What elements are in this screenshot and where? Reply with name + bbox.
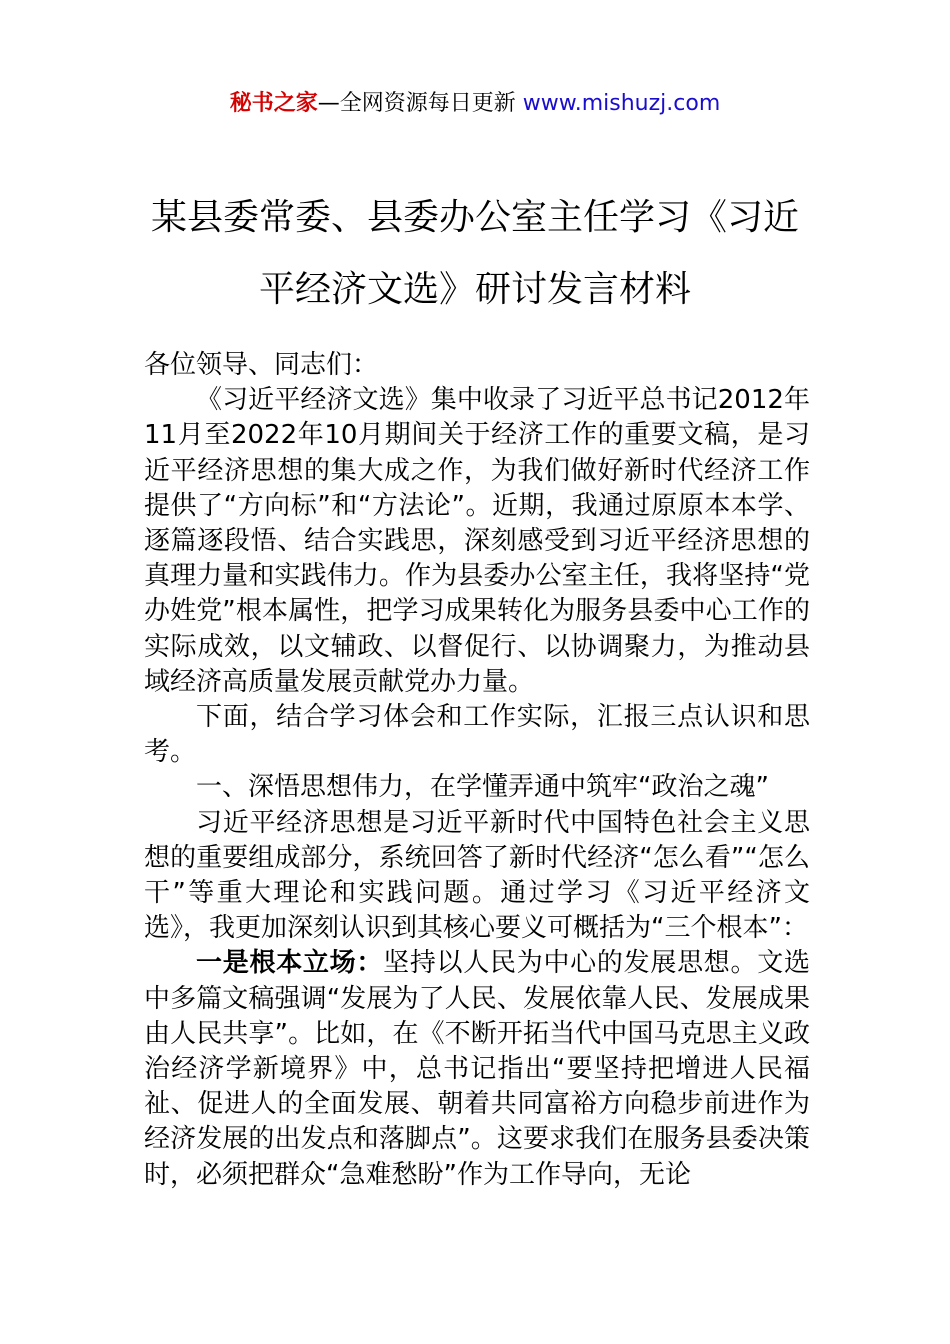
paragraph-intro: 《习近平经济文选》集中收录了习近平总书记2012年11月至2022年10月期间关于经济工作的重要文稿，是习近平经济思想的集大成之作，为我们做好新时代经济工作提供了“方向标”和“方法论”。近期，我通过原原本本学、逐篇逐段悟、结合实践思，深刻感受到习近平经济思想的真理力量和实践伟力。作为县委办公室主任，我将坚持“党办姓党”根本属性，把学习成果转化为服务县委中心工作的实际成效，以文辅政、以督促行、以协调聚力，为推动县域经济高质量发展贡献党办力量。 <box>144 385 810 697</box>
document-body <box>144 348 810 1193</box>
site-name: 秘书之家 <box>229 91 318 116</box>
title-line-2: 平经济文选》研讨发言材料 <box>258 269 691 310</box>
point-1-text: 坚持以人民为中心的发展思想。文选中多篇文稿强调“发展为了人民、发展依靠人民、发展成果由人民共享”。比如，在《不断开拓当代中国马克思主义政治经济学新境界》中，总书记指出“要坚持把增进人民福祉、促进人的全面发展、朝着共同富裕方向稳步前进作为经济发展的出发点和落脚点”。这要求我们在服务县委决策时，必须把群众“急难愁盼”作为工作导向，无论 <box>144 948 810 1190</box>
paragraph-section-1: 习近平经济思想是习近平新时代中国特色社会主义思想的重要组成部分，系统回答了新时代经济“怎么看”“怎么干”等重大理论和实践问题。通过学习《习近平经济文选》，我更加深刻认识到其核心要义可概括为“三个根本”： <box>144 807 810 944</box>
section-heading-1: 一、深悟思想伟力，在学懂弄通中筑牢“政治之魂” <box>196 772 769 803</box>
title-line-1: 某县委常委、县委办公室主任学习《习近 <box>150 197 799 238</box>
paragraph-outline: 下面，结合学习体会和工作实际，汇报三点认识和思考。 <box>144 702 810 768</box>
point-1-lead: 一是根本立场： <box>196 948 384 979</box>
document-title <box>120 182 830 326</box>
salutation: 各位领导、同志们： <box>144 350 379 380</box>
site-slogan: —全网资源每日更新 <box>317 91 523 116</box>
site-header <box>0 88 950 120</box>
site-url-link[interactable]: www.mishuzj.com <box>522 91 721 116</box>
paragraph-point-1 <box>144 946 810 1192</box>
